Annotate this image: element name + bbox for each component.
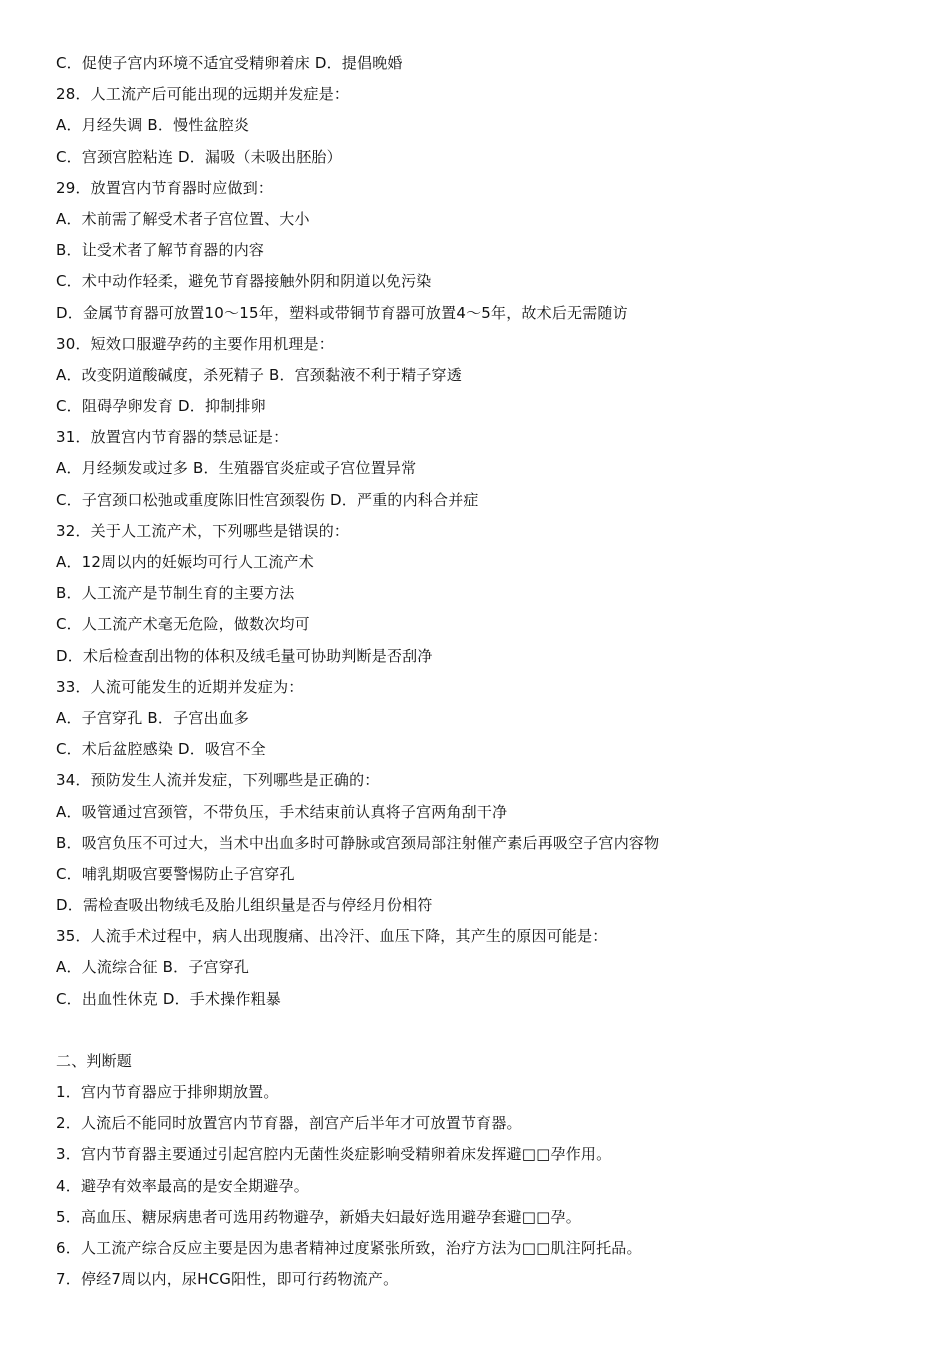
text-line: C．促使子宫内环境不适宜受精卵着床 D．提倡晚婚 bbox=[56, 54, 403, 72]
tf-item-3: 3．宫内节育器主要通过引起宫腔内无菌性炎症影响受精卵着床发挥避□□孕作用。 bbox=[56, 1145, 612, 1164]
true-false-section bbox=[56, 1046, 936, 1296]
question-34: 34．预防发生人流并发症，下列哪些是正确的： bbox=[56, 771, 380, 790]
text-line: B．人工流产是节制生育的主要方法 bbox=[56, 584, 295, 603]
text-line: C．人工流产术毫无危险，做数次均可 bbox=[56, 615, 310, 634]
text-line: C．术中动作轻柔，避免节育器接触外阴和阴道以免污染 bbox=[56, 272, 432, 291]
tf-item-5: 5．高血压、糖尿病患者可选用药物避孕，新婚夫妇最好选用避孕套避□□孕。 bbox=[56, 1207, 581, 1226]
tf-item-2: 2．人流后不能同时放置宫内节育器，剖宫产后半年才可放置节育器。 bbox=[56, 1114, 522, 1133]
text-line: A．人流综合征 B．子宫穿孔 bbox=[56, 958, 250, 977]
text-line: D．需检查吸出物绒毛及胎儿组织量是否与停经月份相符 bbox=[56, 896, 433, 915]
question-28: 28．人工流产后可能出现的远期并发症是： bbox=[56, 85, 350, 104]
text-line: B．让受术者了解节育器的内容 bbox=[56, 241, 265, 260]
tf-item-1: 1．宫内节育器应于排卵期放置。 bbox=[56, 1083, 279, 1101]
text-line: A．12周以内的妊娠均可行人工流产术 bbox=[56, 553, 314, 571]
text-line: C．出血性休克 D．手术操作粗暴 bbox=[56, 989, 281, 1008]
text-line: A．改变阴道酸碱度，杀死精子 B．宫颈黏液不利于精子穿透 bbox=[56, 365, 462, 384]
text-line: A．吸管通过宫颈管，不带负压，手术结束前认真将子宫两角刮干净 bbox=[56, 802, 508, 821]
question-31: 31．放置宫内节育器的禁忌证是： bbox=[56, 428, 289, 447]
text-line: A．术前需了解受术者子宫位置、大小 bbox=[56, 209, 310, 228]
text-line: B．吸宫负压不可过大，当术中出血多时可静脉或宫颈局部注射催产素后再吸空子宫内容物 bbox=[56, 833, 660, 852]
text-line: D．术后检查刮出物的体积及绒毛量可协助判断是否刮净 bbox=[56, 646, 433, 665]
section-heading: 二、判断题 bbox=[56, 1051, 133, 1070]
document-page bbox=[56, 48, 936, 1295]
question-33: 33．人流可能发生的近期并发症为： bbox=[56, 677, 304, 696]
text-line: C．术后盆腔感染 D．吸宫不全 bbox=[56, 740, 266, 759]
multiple-choice-section bbox=[56, 48, 936, 1015]
question-35: 35．人流手术过程中，病人出现腹痛、出冷汗、血压下降，其产生的原因可能是： bbox=[56, 927, 608, 946]
question-32: 32．关于人工流产术，下列哪些是错误的： bbox=[56, 521, 350, 540]
text-line: C．哺乳期吸宫要警惕防止子宫穿孔 bbox=[56, 864, 295, 883]
text-line: A．月经频发或过多 B．生殖器官炎症或子宫位置异常 bbox=[56, 459, 417, 478]
text-line: A．子宫穿孔 B．子宫出血多 bbox=[56, 708, 250, 727]
tf-item-6: 6．人工流产综合反应主要是因为患者精神过度紧张所致，治疗方法为□□肌注阿托品。 bbox=[56, 1238, 642, 1257]
text-line: C．宫颈宫腔粘连 D．漏吸（未吸出胚胎） bbox=[56, 147, 342, 166]
question-30: 30．短效口服避孕药的主要作用机理是： bbox=[56, 334, 334, 353]
question-29: 29．放置宫内节育器时应做到： bbox=[56, 178, 274, 197]
section-spacer bbox=[56, 1015, 936, 1046]
text-line: C．子宫颈口松弛或重度陈旧性宫颈裂伤 D．严重的内科合并症 bbox=[56, 490, 479, 509]
tf-item-4: 4．避孕有效率最高的是安全期避孕。 bbox=[56, 1176, 309, 1195]
text-line: D．金属节育器可放置10～15年，塑料或带铜节育器可放置4～5年，故术后无需随访 bbox=[56, 303, 628, 322]
text-line: A．月经失调 B．慢性盆腔炎 bbox=[56, 116, 250, 135]
tf-item-7: 7．停经7周以内，尿HCG阳性，即可行药物流产。 bbox=[56, 1270, 399, 1289]
text-line: C．阻碍孕卵发育 D．抑制排卵 bbox=[56, 397, 266, 416]
